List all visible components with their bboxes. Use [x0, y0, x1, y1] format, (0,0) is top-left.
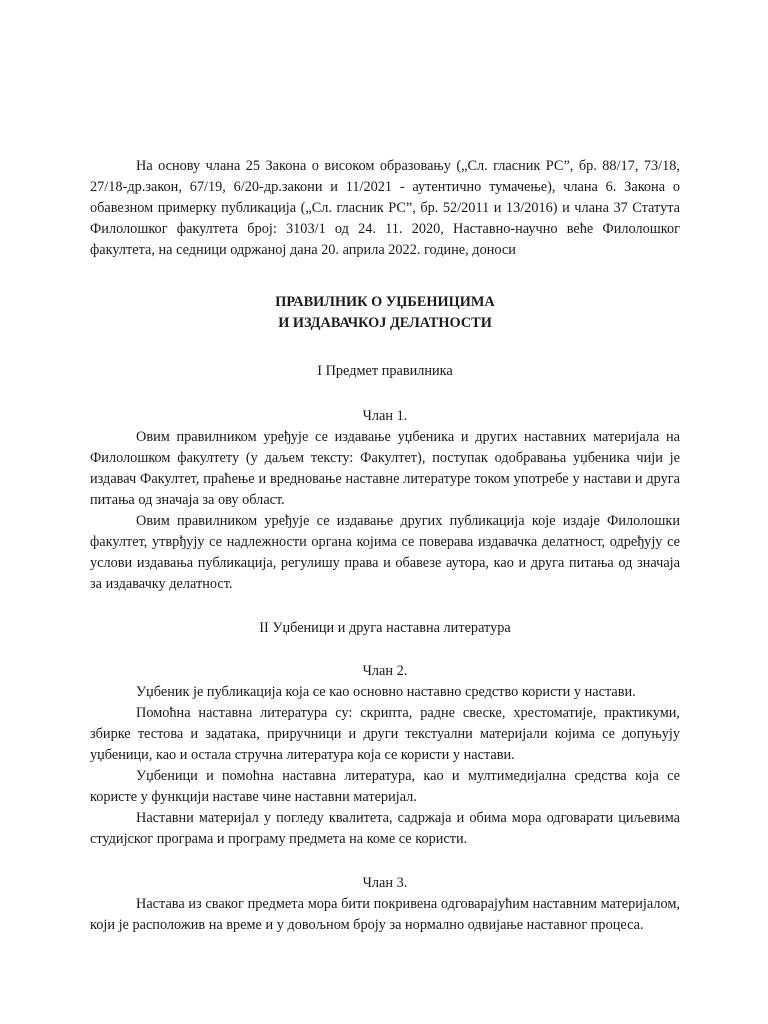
section-2-heading: II Уџбеници и друга наставна литература — [259, 620, 511, 636]
article-1-paragraph-1: Овим правилником уређује се издавање уџбеника и других наставних материјала на Филолошком факултету (у даљем тексту: Факултет), поступак одобравања уџбеника чији је издавач Факултет, праћење и вредновање наставне литературе током употребе у настави и друга питања од значаја за ову област. — [90, 429, 680, 508]
article-2-heading: Члан 2. — [362, 663, 408, 679]
document-page — [90, 156, 680, 936]
section-1-heading: I Предмет правилника — [317, 363, 453, 379]
article-1-heading: Члан 1. — [362, 408, 408, 424]
article-2-paragraph-1: Уџбеник је публикација која се као основно наставно средство користи у настави. — [136, 684, 636, 700]
article-3-paragraph-1: Настава из сваког предмета мора бити покривена одговарајућим наставним материјалом, који је расположив на време и у довољном броју за нормално одвијање наставног процеса. — [90, 896, 680, 933]
title-line-1: ПРАВИЛНИК О УЏБЕНИЦИМА — [275, 294, 495, 310]
title-line-2: И ИЗДАВАЧКОЈ ДЕЛАТНОСТИ — [278, 315, 492, 331]
article-1-paragraph-2: Овим правилником уређује се издавање других публикација које издаје Филолошки факултет, утврђују се надлежности органа којима се поверава издавачка делатност, одређују се услови издавања публикација, регулишу права и обавезе аутора, као и друга питања од значаја за издавачку делатност. — [90, 513, 680, 592]
article-2-paragraph-3: Уџбеници и помоћна наставна литература, као и мултимедијална средства која се користе у функцији наставе чине наставни материјал. — [90, 768, 680, 805]
article-2-paragraph-2: Помоћна наставна литература су: скрипта, радне свеске, хрестоматије, практикуми, збирке тестова и задатака, приручници и други текстуални материјали којима се допуњују уџбеници, као и остала стручна литература која се користи у настави. — [90, 705, 680, 763]
article-3-heading: Члан 3. — [362, 875, 408, 891]
preamble-paragraph: На основу члана 25 Закона о високом образовању („Сл. гласник РС”, бр. 88/17, 73/18, 27/18-др.закон, 67/19, 6/20-др.закони и 11/2021 - аутентично тумачење), члана 6. Закона о обавезном примерку публикација („Сл. гласник РС”, бр. 52/2011 и 13/2016) и члана 37 Статута Филолошког факултета број: 3103/1 од 24. 11. 2020, Наставно-научно веће Филолошког факултета, на седници одржаној дана 20. априла 2022. године, доноси — [90, 158, 680, 258]
article-2-paragraph-4: Наставни материјал у погледу квалитета, садржаја и обима мора одговарати циљевима студијског програма и програму предмета на коме се користи. — [90, 810, 680, 847]
